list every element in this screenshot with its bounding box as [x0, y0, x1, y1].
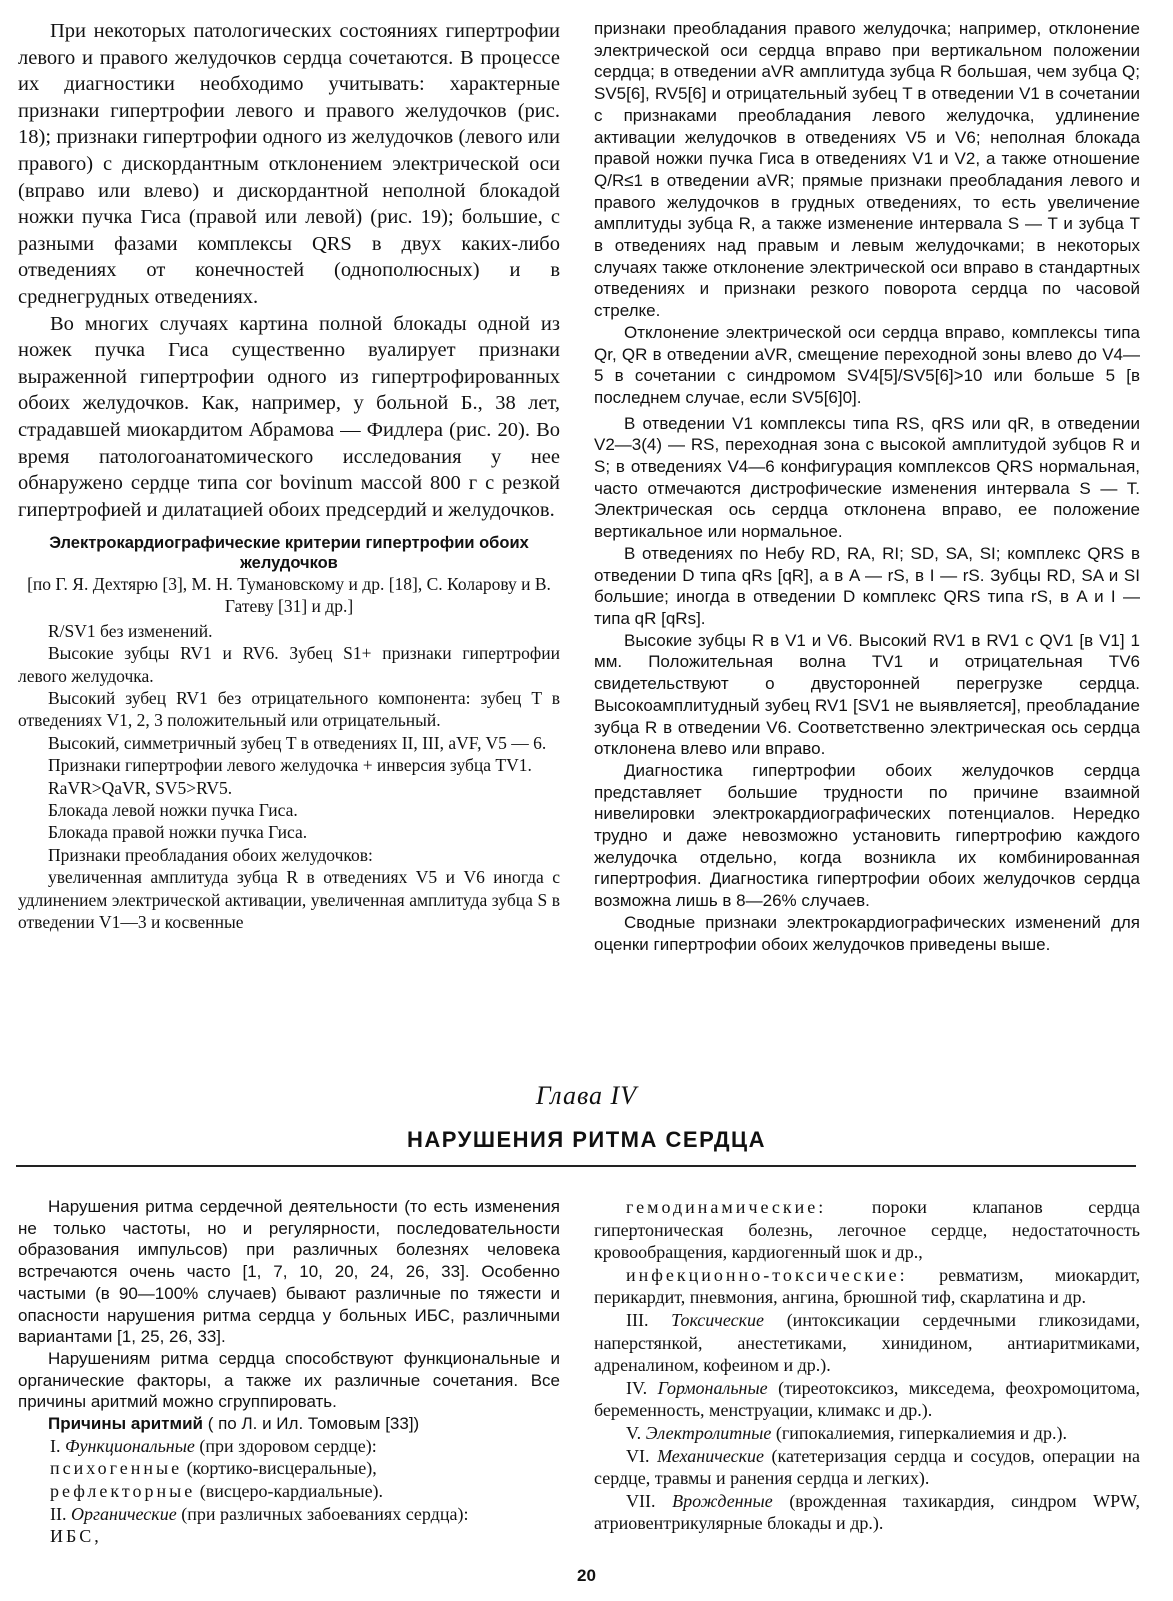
criteria-item: Высокий зубец RV1 без отрицательного компонента: зубец T в отведениях V1, 2, 3 положительный или отрицательный. — [18, 688, 560, 731]
top-right-column — [594, 18, 1140, 955]
paragraph-intro: При некоторых патологических состояниях гипертрофии левого и правого желудочков сердца сочетаются. В процессе их диагностики необходимо учитывать: характерные признаки гипертрофии левого и правого желудочков (рис. 18); признаки гипертрофии одного из желудочков (левого или правого) с дискордантным отклонением электрической оси (вправо или влево) и дискордантной неполной блокадой ножки пучка Гиса (правой или левой) (рис. 19); большие, с разными фазами комплексы QRS в двух каких-либо отведениях от конечностей (однополюсных) и в среднегрудных отведениях. — [18, 20, 560, 308]
cause-detail: (катетеризация сердца и сосудов, операции на сердце, травмы и ранения сердца и легких). — [594, 1445, 1141, 1489]
cause-detail: (врожденная тахикардия, синдром WPW, атриовентрикулярные блокады и др.). — [594, 1490, 1141, 1534]
chapter-title: НАРУШЕНИЯ РИТМА СЕРДЦА — [407, 1127, 766, 1152]
cause-name: Врожденные — [672, 1490, 773, 1511]
cause-name: Органические — [71, 1503, 177, 1524]
cause-hemodynamic — [594, 1196, 1140, 1264]
paragraph-right-3: В отведении V1 комплексы типа RS, qRS или qR, в отведении V2—3(4) — RS, переходная зона с высокой амплитудой зубцов R и S; в отведениях V4—6 конфигурация комплексов QRS нормальная, часто отмечаются дистрофические изменения интервала S — T. Электрическая ось сердца отклонена вправо, ее положение вертикальное или нормальное. — [594, 413, 1140, 542]
criteria-list — [18, 620, 560, 934]
cause-detail: (кортико-висцеральные), — [186, 1458, 377, 1479]
cause-subtype: ИБС, — [50, 1526, 102, 1547]
cause-detail: пороки клапанов сердца гипертоническая болезнь, легочное сердце, недостаточность кровообращения, кардиогенный шок и др., — [594, 1197, 1140, 1263]
criteria-item: RaVR>QaVR, SV5>RV5. — [48, 777, 233, 798]
cause-detail: ревматизм, миокардит, перикардит, пневмония, ангина, брюшной тиф, скарлатина и др. — [594, 1264, 1140, 1308]
cause-subtype: инфекционно-токсические: — [626, 1264, 908, 1285]
paragraph-right-4: В отведениях по Небу RD, RA, RI; SD, SA, SI; комплекс QRS в отведении D типа qRs [qR], а в A — rS, в I — rS. Зубцы RD, SA и SI большие; иногда в отведении D комплекс QRS типа rS, в A и I — типа qR [qRs]. — [594, 543, 1140, 628]
cause-number: VI. — [626, 1445, 650, 1466]
bottom-right-column — [594, 1196, 1140, 1535]
cause-detail: (тиреотоксикоз, микседема, феохромоцитома, беременность, менструации, климакс и др.). — [594, 1377, 1141, 1421]
top-left-column — [18, 18, 560, 523]
criteria-heading: Электрокардиографические критерии гипертрофии обоих желудочков — [49, 534, 529, 572]
cause-electrolyte — [594, 1422, 1140, 1445]
cause-congenital — [594, 1490, 1140, 1535]
causes-heading: Причины аритмий — [48, 1414, 203, 1434]
chapter-divider — [16, 1165, 1136, 1167]
paragraph-bundle-block: Во многих случаях картина полной блокады одной из ножек пучка Гиса существенно вуалирует признаки выраженной гипертрофии одного из гипертрофированных обоих желудочков. Как, например, у больной Б., 38 лет, страдавшей миокардитом Абрамова — Фидлера (рис. 20). Во время патологоанатомического исследования у нее обнаружено сердце типа cor bovinum массой 800 г с резкой гипертрофией и дилатацией обоих предсердий и желудочков. — [18, 312, 560, 521]
criteria-item: Признаки преобладания обоих желудочков: — [48, 844, 373, 865]
cause-mechanical — [594, 1445, 1140, 1490]
cause-subtype: рефлекторные — [50, 1480, 196, 1501]
cause-infectious — [594, 1264, 1140, 1309]
criteria-item: Блокада правой ножки пучка Гиса. — [48, 822, 308, 843]
page-number: 20 — [577, 1566, 596, 1585]
criteria-item: Признаки гипертрофии левого желудочка + инверсия зубца TV1. — [48, 755, 532, 776]
paragraph-right-2: Отклонение электрической оси сердца вправо, комплексы типа Qr, QR в отведении aVR, смещение переходной зоны влево до V4—5 в сочетании с синдромом SV4[5]/SV5[6]>10 или больше 5 [в последнем случае, если SV5[6]0]. — [594, 322, 1140, 407]
paragraph-arrhythmia-factors: Нарушениям ритма сердца способствуют функциональные и органические факторы, а также их различные сочетания. Все причины аритмий можно сгруппировать. — [18, 1348, 560, 1412]
cause-number: V. — [626, 1422, 642, 1443]
cause-number: VII. — [626, 1490, 656, 1511]
causes-heading-line — [18, 1413, 560, 1435]
bottom-left-column — [18, 1196, 560, 1548]
criteria-source: [по Г. Я. Дехтярю [3], М. Н. Тумановскому и др. [18], С. Коларову и В. Гатеву [31] и др.] — [27, 574, 551, 617]
cause-number: III. — [626, 1309, 649, 1330]
paragraph-right-6: Диагностика гипертрофии обоих желудочков сердца представляет большие трудности по причине взаимной нивелировки электрокардиографических потенциалов. Нередко трудно и даже невозможно установить гипертрофию каждого желудочка отдельно, когда возникла их комбинированная гипертрофия. Диагностика гипертрофии обоих желудочков сердца возможна лишь в 8—26% случаев. — [594, 760, 1140, 911]
criteria-item: увеличенная амплитуда зубца R в отведениях V5 и V6 иногда с удлинением электрической активации, увеличенная амплитуда зубца S в отведении V1—3 и косвенные — [18, 867, 560, 933]
paragraph-right-1: признаки преобладания правого желудочка; например, отклонение электрической оси сердца вправо при вертикальном положении сердца; в отведении aVR амплитуда зубца R большая, чем зубца Q; SV5[6], RV5[6] и отрицательный зубец T в отведении V1 в сочетании с признаками преобладания левого желудочка, удлинение активации желудочков в отведениях V5 и V6; неполная блокада правой ножки пучка Гиса в отведениях V1 и V2, а также отношение Q/R≤1 в отведении aVR; прямые признаки преобладания левого и правого желудочков в грудных отведениях, то есть увеличение амплитуды зубца R, а также изменение интервала S — T и зубца T в отведениях над правым и левым желудочками; в некоторых случаях также отклонение электрической оси вправо в стандартных отведениях и признаки резкого поворота сердца по часовой стрелке. — [594, 19, 1140, 321]
cause-name: Токсические — [671, 1309, 764, 1330]
paragraph-right-7: Сводные признаки электрокардиографических изменений для оценки гипертрофии обоих желудочков приведены выше. — [594, 912, 1140, 954]
cause-ibs — [18, 1525, 560, 1548]
paragraph-right-5: Высокие зубцы R в V1 и V6. Высокий RV1 в RV1 с QV1 [в V1] 1 мм. Положительная волна TV1 и отрицательная TV6 свидетельствуют о двусторонней перегрузке сердца. Высокоамплитудный зубец RV1 [SV1 не выявляется], преобладание зубца R в отведении V6. Соответственно электрическая ось сердца отклонена влево или вправо. — [594, 630, 1140, 759]
cause-subtype: психогенные — [50, 1458, 183, 1479]
cause-subtype: гемодинамические: — [626, 1197, 827, 1217]
criteria-item: Блокада левой ножки пучка Гиса. — [48, 800, 298, 821]
cause-name: Гормональные — [657, 1377, 768, 1398]
cause-name: Механические — [657, 1445, 764, 1466]
criteria-item: Высокий, симметричный зубец T в отведениях II, III, aVF, V5 — 6. — [48, 732, 547, 753]
criteria-block — [18, 533, 560, 934]
cause-number: I. — [50, 1435, 61, 1456]
cause-hormonal — [594, 1377, 1140, 1422]
paragraph-arrhythmia-intro: Нарушения ритма сердечной деятельности (то есть изменения не только частоты, но и регулярности, последовательности образования импульсов) при различных болезнях человека встречаются очень часто [1, 7, 10, 20, 24, 26, 33]. Особенно частыми (в 90—100% случаев) бывают различные по тяжести и опасности нарушения ритма сердца у больных ИБС, различными вариантами [1, 25, 26, 33]. — [18, 1197, 560, 1347]
cause-detail: (интоксикации сердечными гликозидами, наперстянкой, анестетиками, хинидином, антиаритмиками, адреналином, кофеином и др.). — [594, 1309, 1141, 1376]
criteria-item: R/SV1 без изменений. — [48, 620, 213, 641]
cause-detail: (гипокалиемия, гиперкалиемия и др.). — [775, 1422, 1067, 1443]
cause-name: Функциональные — [65, 1435, 195, 1456]
cause-number: II. — [50, 1503, 67, 1524]
criteria-item: Высокие зубцы RV1 и RV6. Зубец S1+ признаки гипертрофии левого желудочка. — [18, 643, 560, 686]
cause-detail: (висцеро-кардиальные). — [199, 1480, 384, 1501]
cause-name: Электролитные — [645, 1422, 772, 1443]
cause-reflex — [18, 1480, 560, 1503]
cause-detail: (при здоровом сердце): — [199, 1435, 377, 1456]
cause-psychogenic — [18, 1457, 560, 1480]
chapter-label: Глава IV — [535, 1081, 638, 1110]
causes-source: ( по Л. и Ил. Томовым [33]) — [207, 1414, 420, 1434]
cause-toxic — [594, 1309, 1140, 1377]
cause-organic — [18, 1503, 560, 1526]
cause-detail: (при различных забоеваниях сердца): — [181, 1503, 469, 1524]
cause-number: IV. — [626, 1377, 648, 1398]
cause-functional — [18, 1435, 560, 1458]
